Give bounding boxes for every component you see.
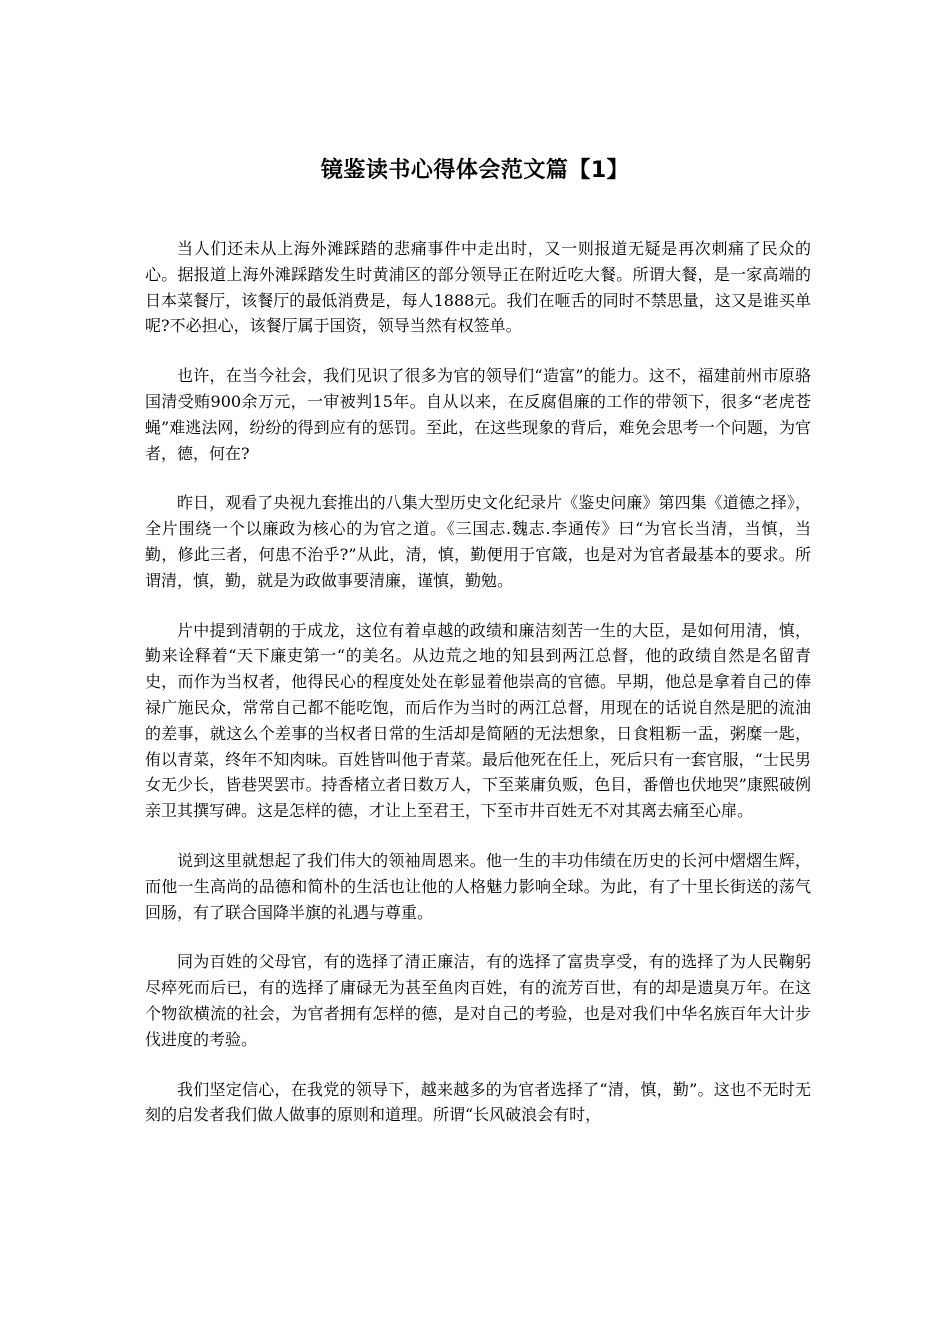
document-title: 镜鉴读书心得体会范文篇【1】 bbox=[320, 158, 630, 183]
paragraph-6: 同为百姓的父母官，有的选择了清正廉洁，有的选择了富贵享受，有的选择了为人民鞠躬尽瘁死而后已，有的选择了庸碌无为甚至鱼肉百姓，有的流芳百世，有的却是遗臭万年。在这个物欲横流的社会，为官者拥有怎样的德，是对自己的考验，也是对我们中华名族百年大计步伐进度的考验。 bbox=[145, 952, 811, 1049]
paragraph-7: 我们坚定信心，在我党的领导下，越来越多的为官者选择了“清，慎，勤”。这也不无时无刻的启发者我们做人做事的原则和道理。所谓“长风破浪会有时， bbox=[145, 1079, 811, 1125]
paragraph-1: 当人们还未从上海外滩踩踏的悲痛事件中走出时，又一则报道无疑是再次刺痛了民众的心。据报道上海外滩踩踏发生时黄浦区的部分领导正在附近吃大餐。所谓大餐，是一家高端的日本菜餐厅，该餐厅的最低消费是，每人1888元。我们在咂舌的同时不禁思量，这又是谁买单呢?不必担心，该餐厅属于国资，领导当然有权签单。 bbox=[145, 239, 811, 336]
paragraph-3: 昨日，观看了央视九套推出的八集大型历史文化纪录片《鉴史问廉》第四集《道德之择》，全片围绕一个以廉政为核心的为官之道。《三国志.魏志.李通传》曰“为官长当清，当慎，当勤，修此三者，何患不治乎?”从此，清，慎，勤便用于官箴，也是对为官者最基本的要求。所谓清，慎，勤，就是为政做事要清廉，谨慎，勤勉。 bbox=[145, 493, 811, 590]
document-body bbox=[145, 236, 811, 1152]
paragraph-5: 说到这里就想起了我们伟大的领袖周恩来。他一生的丰功伟绩在历史的长河中熠熠生辉，而他一生高尚的品德和简朴的生活也让他的人格魅力影响全球。为此，有了十里长街送的荡气回肠，有了联合国降半旗的礼遇与尊重。 bbox=[145, 850, 811, 922]
paragraph-4: 片中提到清朝的于成龙，这位有着卓越的政绩和廉洁刻苦一生的大臣，是如何用清，慎，勤来诠释着“天下廉吏第一“的美名。从边荒之地的知县到两江总督，他的政绩自然是名留青史，而作为当权者，他得民心的程度处处在彰显着他崇高的官德。早期，他总是拿着自己的俸禄广施民众，常常自己都不能吃饱，而后作为当时的两江总督，用现在的话说自然是肥的流油的差事，就这么个差事的当权者日常的生活却是简陋的无法想象，日食粗粝一盂，粥糜一匙，侑以青菜，终年不知肉味。百姓皆叫他于青菜。最后他死在任上，死后只有一套官服，“士民男女无少长，皆巷哭罢市。持香楮立者日数万人，下至莱庸负贩，色目，番僧也伏地哭”康熙破例亲卫其撰写碑。这是怎样的德，才让上至君王，下至市井百姓无不对其离去痛至心扉。 bbox=[145, 620, 811, 821]
paragraph-2: 也许，在当今社会，我们见识了很多为官的领导们“造富”的能力。这不，福建前州市原骆国清受贿900余万元，一审被判15年。自从以来，在反腐倡廉的工作的带领下，很多“老虎苍蝇”难逃法网，纷纷的得到应有的惩罚。至此，在这些现象的背后，难免会思考一个问题，为官者，德，何在? bbox=[145, 366, 811, 463]
